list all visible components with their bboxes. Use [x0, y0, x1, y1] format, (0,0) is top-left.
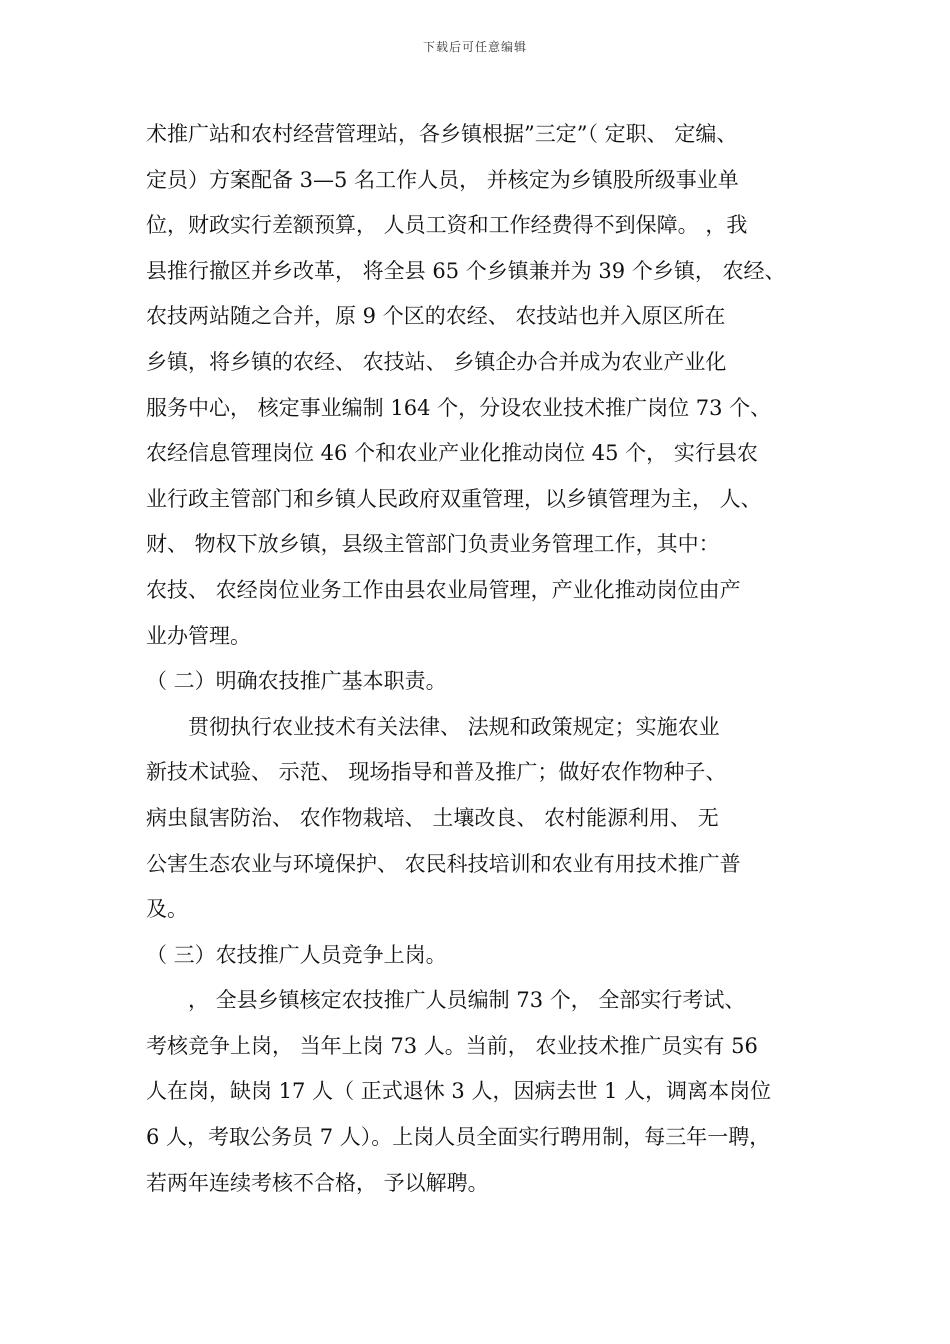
- text-line: 考核竞争上岗， 当年上岗 73 人。当前， 农业技术推广员实有 56: [146, 1033, 758, 1058]
- text-line: 病虫鼠害防治、 农作物栽培、 土壤改良、 农村能源利用、 无: [146, 805, 719, 830]
- text-line: 定员）方案配备 3—5 名工作人员， 并核定为乡镇股所级事业单: [146, 167, 739, 192]
- text-line: 及。: [146, 897, 188, 922]
- download-note: 下载后可任意编辑: [422, 40, 527, 54]
- section-heading: （ 三）农技推广人员竞争上岗。: [146, 942, 447, 967]
- section-heading: （ 二）明确农技推广基本职责。: [146, 669, 447, 694]
- text-line: 农技两站随之合并，原 9 个区的农经、 农技站也并入原区所在: [146, 304, 726, 329]
- text-line: 农技、 农经岗位业务工作由县农业局管理，产业化推动岗位由产: [146, 577, 741, 602]
- text-line: 农经信息管理岗位 46 个和农业产业化推动岗位 45 个， 实行县农: [146, 441, 758, 466]
- text-line: 县推行撤区并乡改革， 将全县 65 个乡镇兼并为 39 个乡镇， 农经、: [146, 258, 786, 283]
- text-line: 乡镇，将乡镇的农经、 农技站、 乡镇企办合并成为农业产业化: [146, 349, 727, 374]
- text-line: 服务中心， 核定事业编制 164 个，分设农业技术推广岗位 73 个、: [146, 395, 772, 420]
- text-line: 业行政主管部门和乡镇人民政府双重管理，以乡镇管理为主， 人、: [146, 486, 762, 511]
- text-line: 若两年连续考核不合格， 予以解聘。: [146, 1170, 489, 1195]
- text-line: 6 人，考取公务员 7 人）。上岗人员全面实行聘用制，每三年一聘，: [146, 1125, 771, 1150]
- text-line: 位，财政实行差额预算， 人员工资和工作经费得不到保障。 ，我: [146, 213, 748, 238]
- text-line: 公害生态农业与环境保护、 农民科技培训和农业有用技术推广普: [146, 851, 741, 876]
- text-line: 新技术试验、 示范、 现场指导和普及推广；做好农作物种子、: [146, 760, 727, 785]
- text-line: 业办管理。: [146, 623, 251, 648]
- text-line: 人在岗，缺岗 17 人（ 正式退休 3 人，因病去世 1 人，调离本岗位: [146, 1079, 772, 1104]
- text-line: 财、 物权下放乡镇，县级主管部门负责业务管理工作，其中：: [146, 532, 720, 557]
- document-body: [146, 112, 836, 1206]
- text-line: ， 全县乡镇核定农技推广人员编制 73 个， 全部实行考试、: [146, 988, 746, 1013]
- text-line: 术推广站和农村经营管理站，各乡镇根据”三定”（ 定职、 定编、: [146, 122, 738, 146]
- text-line: 贯彻执行农业技术有关法律、 法规和政策规定；实施农业: [146, 714, 720, 739]
